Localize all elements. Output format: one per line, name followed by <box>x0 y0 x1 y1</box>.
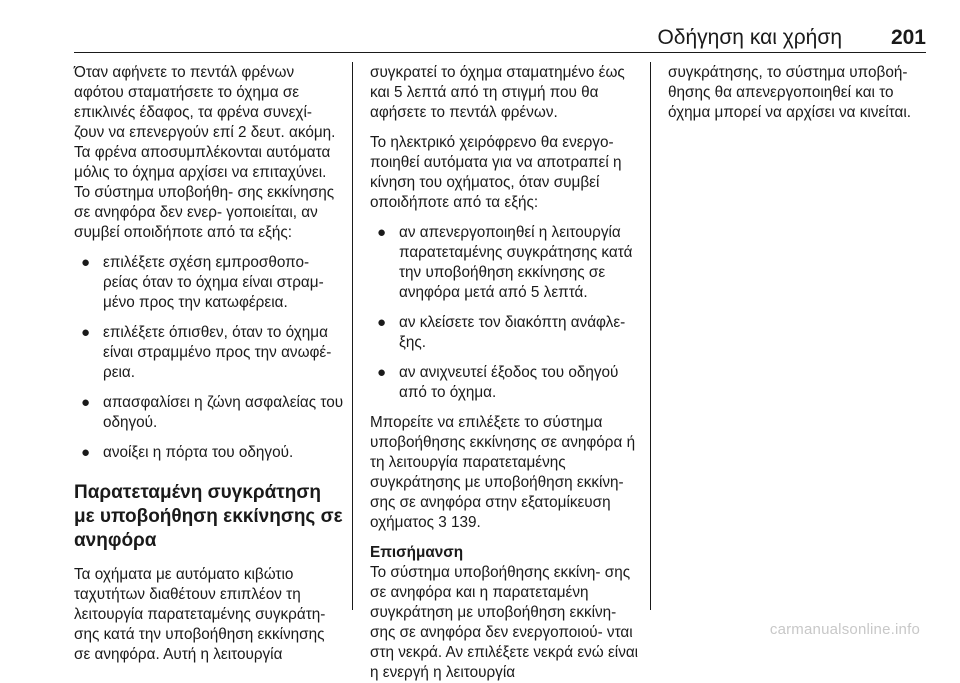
page-reference-arrow-icon: 3 <box>438 514 447 531</box>
note-text: Το σύστημα υποβοήθησης εκκίνη- σης σε ανηφόρα και η παρατεταμένη συγκράτηση με υποβοήθηση εκκίνη- σης σε ανηφόρα δεν ενεργοποιού- νται στη νεκρά. Αν επιλέξετε νεκρά ενώ είναι η ενεργή η λειτουργία <box>370 564 639 681</box>
list-item: ● επιλέξετε σχέση εμπροσθοπο- ρείας όταν το όχημα είναι στραμ- μένο προς την κατωφέρεια. <box>81 254 324 311</box>
paragraph: συγκρατεί το όχημα σταματημένο έως και 5 λεπτά από τη στιγμή που θα αφήσετε το πεντάλ φρένων. <box>370 64 625 121</box>
list-item: ● επιλέξετε όπισθεν, όταν το όχημα είναι στραμμένο προς την ανωφέ- ρεια. <box>81 324 332 381</box>
bullet-icon: ● <box>81 394 91 411</box>
header-rule <box>74 52 926 53</box>
note-title: Επισήμανση <box>370 544 464 561</box>
column-2 <box>370 63 640 683</box>
bullet-icon: ● <box>81 444 91 461</box>
list-item: ● αν κλείσετε τον διακόπτη ανάφλε- ξης. <box>377 314 626 351</box>
bullet-list <box>74 253 344 463</box>
note-box <box>370 543 640 683</box>
bullet-icon: ● <box>377 224 387 241</box>
list-item: ● αν ανιχνευτεί έξοδος του οδηγού από το όχημα. <box>377 364 619 401</box>
section-title: Οδήγηση και χρήση <box>657 26 842 49</box>
list-item: ● αν απενεργοποιηθεί η λειτουργία παρατεταμένης συγκράτησης κατά την υποβοήθηση εκκίνησης σε ανηφόρα μετά από 5 λεπτά. <box>377 224 633 301</box>
column-divider-2 <box>650 62 651 610</box>
column-1 <box>74 63 344 675</box>
paragraph: Όταν αφήνετε το πεντάλ φρένων αφότου σταματήσετε το όχημα σε επικλινές έδαφος, τα φρένα συνεχί- ζουν να επενεργούν επί 2 δευτ. ακόμη. Τα φρένα αποσυμπλέκονται αυτόματα μόλις το όχημα αρχίσει να επιταχύνει. Το σύστημα υποβοήθη- σης εκκίνησης σε ανηφόρα δεν ενερ- γοποιείται, αν συμβεί οποιδήποτε από τα εξής: <box>74 64 336 241</box>
section-heading: Παρατεταμένη συγκράτηση με υποβοήθηση εκκίνησης σε ανηφόρα <box>74 482 343 551</box>
page-number: 201 <box>890 26 926 49</box>
list-item: ● ανοίξει η πόρτα του οδηγού. <box>81 444 294 461</box>
watermark: carmanualsonline.info <box>769 621 920 638</box>
bullet-icon: ● <box>81 254 91 271</box>
bullet-icon: ● <box>81 324 91 341</box>
page-reference[interactable]: 139. <box>451 514 481 531</box>
column-3 <box>668 63 930 133</box>
page-header <box>74 22 926 50</box>
list-item: ● απασφαλίσει η ζώνη ασφαλείας του οδηγού. <box>81 394 344 431</box>
paragraph: Τα οχήματα με αυτόματο κιβώτιο ταχυτήτων διαθέτουν επιπλέον τη λειτουργία παρατεταμένης συγκράτη- σης κατά την υποβοήθηση εκκίνησης σε ανηφόρα. Αυτή η λειτουργία <box>74 566 326 663</box>
bullet-list <box>370 223 640 403</box>
bullet-icon: ● <box>377 314 387 331</box>
column-divider-1 <box>352 62 353 610</box>
paragraph: Το ηλεκτρικό χειρόφρενο θα ενεργο- ποιηθεί αυτόματα για να αποτραπεί η κίνηση του οχήματος, όταν συμβεί οποιδήποτε από τα εξής: <box>370 134 622 211</box>
bullet-icon: ● <box>377 364 387 381</box>
paragraph: συγκράτησης, το σύστημα υποβοή- θησης θα απενεργοποιηθεί και το όχημα μπορεί να αρχίσει να κινείται. <box>668 64 911 121</box>
paragraph: Μπορείτε να επιλέξετε το σύστημα υποβοήθησης εκκίνησης σε ανηφόρα ή τη λειτουργία παρατεταμένης συγκράτησης με υποβοήθηση εκκίνη- σης σε ανηφόρα στην εξατομίκευση οχήματος 3 139. <box>370 414 636 531</box>
